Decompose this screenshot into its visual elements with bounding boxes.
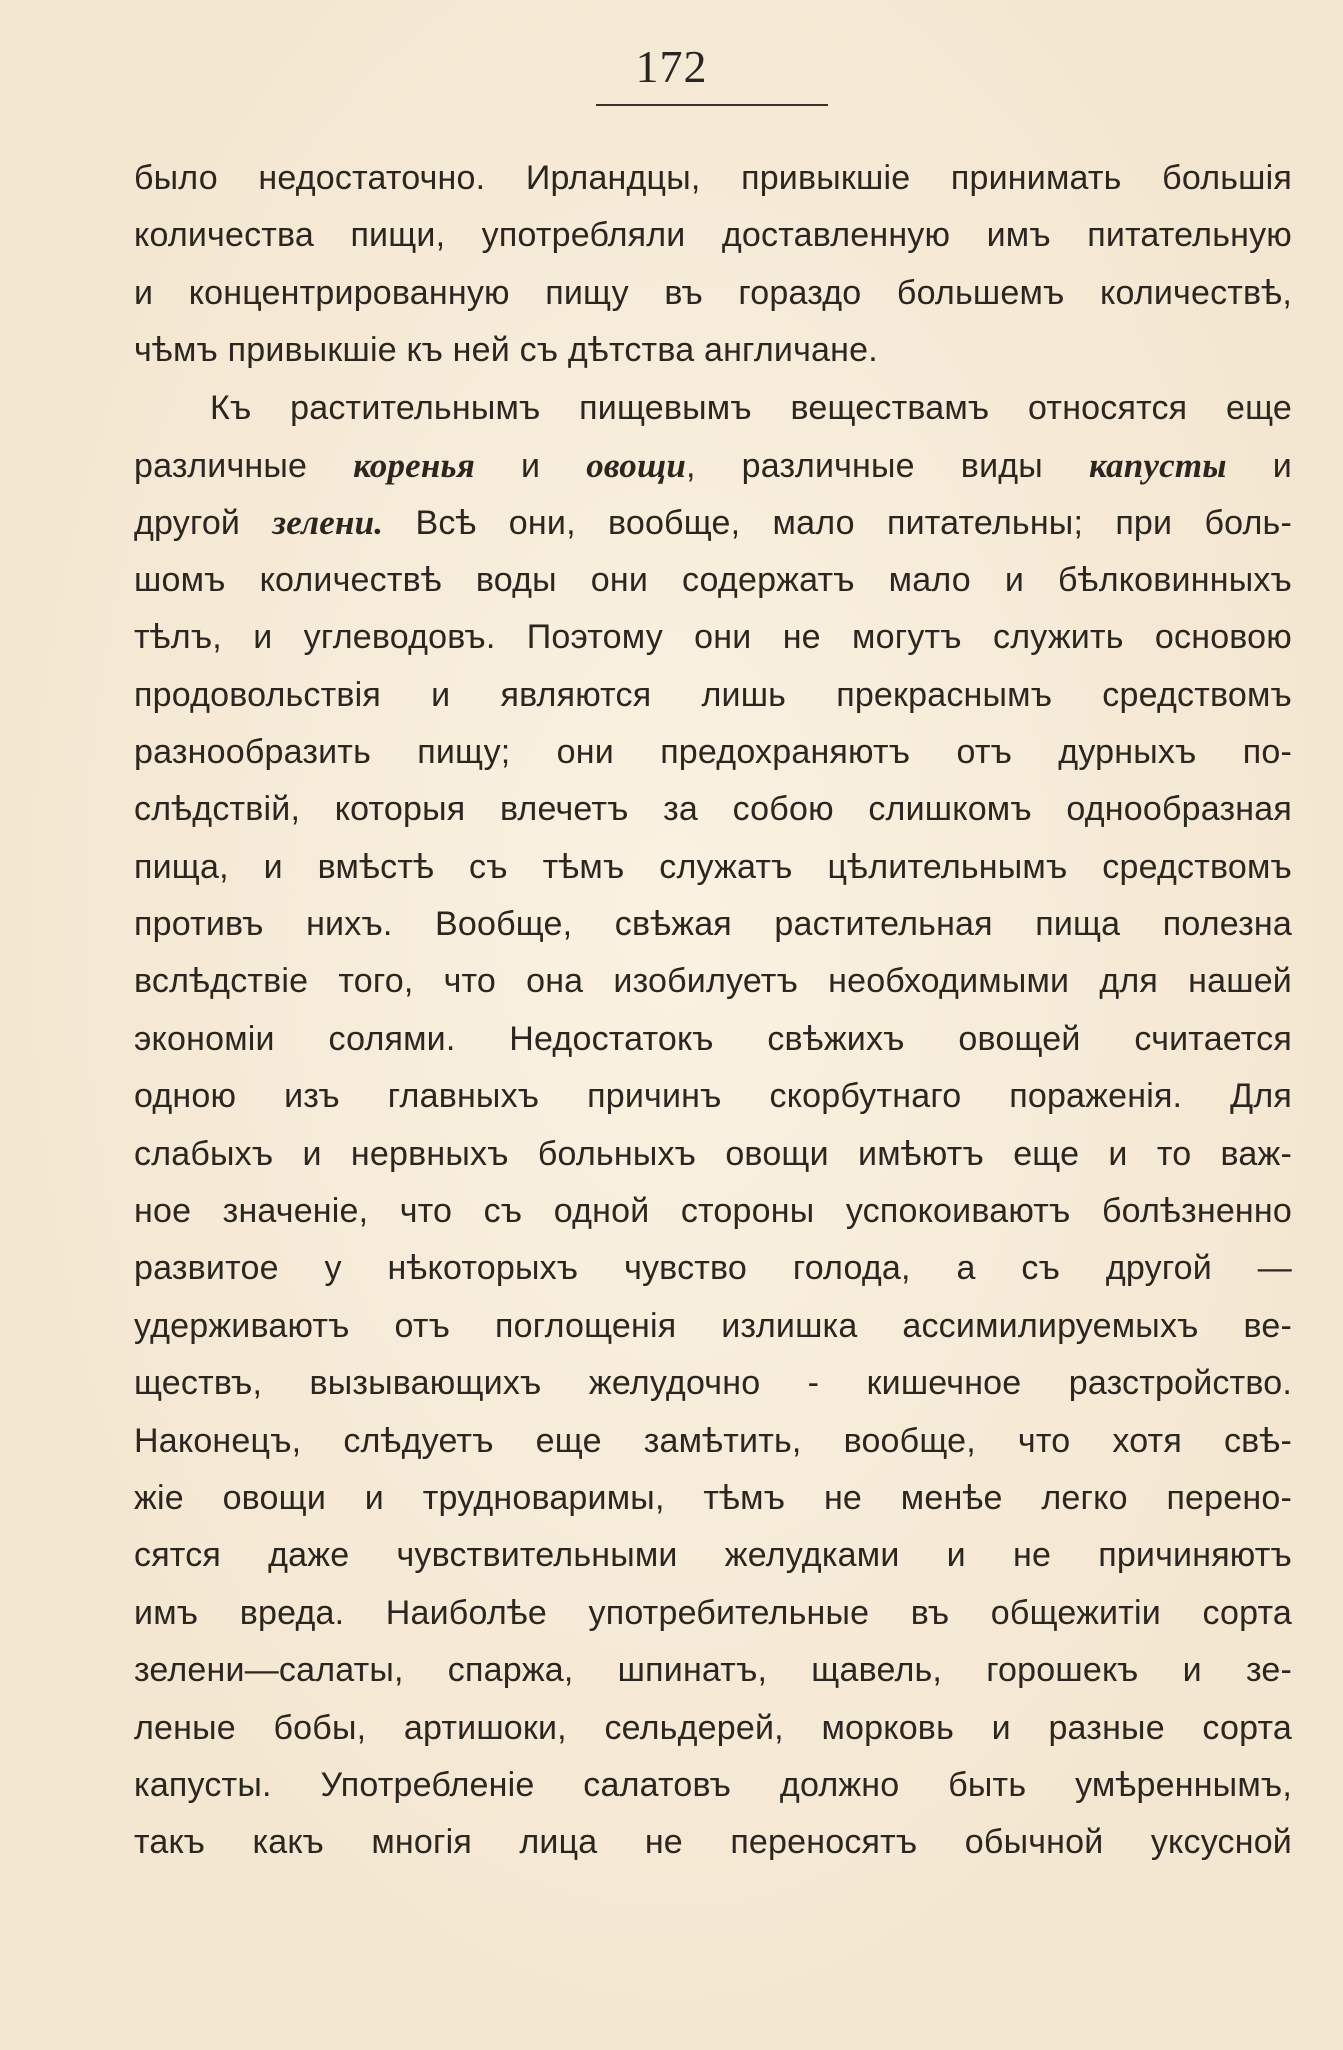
text-line: слѣдствій, которыя влечетъ за собою слишкомъ однообразная (134, 790, 1292, 829)
text-line: противъ нихъ. Вообще, свѣжая растительная пища полезна (134, 905, 1292, 944)
text-line: слабыхъ и нервныхъ больныхъ овощи имѣютъ еще и то важ- (134, 1134, 1292, 1173)
text-line: разнообразить пищу; они предохраняютъ отъ дурныхъ по- (134, 732, 1292, 771)
header-rule (596, 104, 828, 106)
paragraph-start-line: Къ растительнымъ пищевымъ веществамъ относятся еще (210, 388, 1292, 427)
text-line: вслѣдствіе того, что она изобилуетъ необходимыми для нашей (134, 962, 1292, 1001)
text-line: Наконецъ, слѣдуетъ еще замѣтить, вообще, что хотя свѣ- (134, 1421, 1292, 1460)
text-run: и (1226, 446, 1292, 485)
emphasis-term: овощи (586, 445, 686, 485)
text-line: ществъ, вызывающихъ желудочно - кишечное разстройство. (134, 1364, 1292, 1403)
text-line: и концентрированную пищу въ гораздо большемъ количествѣ, (134, 273, 1292, 312)
body-text (134, 150, 1292, 1872)
page-number: 172 (635, 41, 708, 92)
text-line: зелени—салаты, спаржа, шпинатъ, щавель, горошекъ и зе- (134, 1651, 1292, 1690)
text-line: шомъ количествѣ воды они содержатъ мало и бѣлковинныхъ (134, 560, 1292, 599)
text-line: одною изъ главныхъ причинъ скорбутнаго пораженія. Для (134, 1077, 1292, 1116)
text-run: , различные виды (686, 446, 1089, 485)
emphasis-term: зелени. (272, 503, 384, 543)
text-line: экономіи солями. Недостатокъ свѣжихъ овощей считается (134, 1019, 1292, 1058)
text-line: такъ какъ многія лица не переносятъ обычной уксусной (134, 1823, 1292, 1862)
text-run: и (474, 446, 587, 485)
text-line: количества пищи, употребляли доставленную имъ питательную (134, 216, 1292, 255)
text-line: ное значеніе, что съ одной стороны успокоиваютъ болѣзненно (134, 1192, 1292, 1231)
text-line: тѣлъ, и углеводовъ. Поэтому они не могутъ служить основою (134, 618, 1292, 657)
text-line: чѣмъ привыкшіе къ ней съ дѣтства англичане. (134, 331, 878, 370)
text-line: удерживаютъ отъ поглощенія излишка ассимилируемыхъ ве- (134, 1306, 1292, 1345)
text-line (134, 437, 1292, 494)
text-run: различные (134, 446, 354, 485)
text-line: имъ вреда. Наиболѣе употребительные въ общежитіи сорта (134, 1593, 1292, 1632)
text-line: жіе овощи и трудноваримы, тѣмъ не менѣе легко перено- (134, 1478, 1292, 1517)
text-line: продовольствія и являются лишь прекраснымъ средствомъ (134, 675, 1292, 714)
text-run: Всѣ они, вообще, мало питательны; при боль- (383, 504, 1292, 543)
emphasis-term: коренья (353, 445, 475, 485)
emphasis-term: капусты (1088, 445, 1227, 485)
text-line (134, 494, 1292, 551)
text-line: пища, и вмѣстѣ съ тѣмъ служатъ цѣлительнымъ средствомъ (134, 847, 1292, 886)
text-line: капусты. Употребленіе салатовъ должно быть умѣреннымъ, (134, 1765, 1292, 1804)
text-line: развитое у нѣкоторыхъ чувство голода, а съ другой — (134, 1249, 1292, 1288)
text-line: было недостаточно. Ирландцы, привыкшіе принимать большія (134, 159, 1292, 197)
text-line: сятся даже чувствительными желудками и не причиняютъ (134, 1536, 1292, 1575)
text-run: другой (134, 504, 273, 543)
text-line: леные бобы, артишоки, сельдерей, морковь и разные сорта (134, 1708, 1292, 1747)
